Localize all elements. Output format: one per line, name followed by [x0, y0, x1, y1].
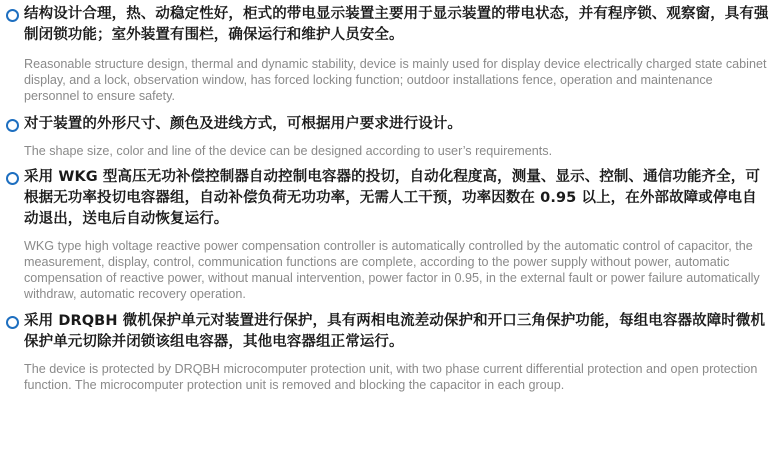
feature-zh-text: 采用 DRQBH 微机保护单元对装置进行保护，具有两相电流差动保护和开口三角保护功能，每组电容器故障时微机保护单元切除并闭锁该组电容器，其他电容器组正常运行。: [24, 312, 766, 350]
feature-zh-text: 结构设计合理，热、动稳定性好，柜式的带电显示装置主要用于显示装置的带电状态，并有程序锁、观察窗，具有强制闭锁功能；室外装置有围栏，确保运行和维护人员安全。: [24, 6, 769, 43]
feature-zh-text: 采用 WKG 型高压无功补偿控制器自动控制电容器的投切，自动化程度高，测量、显示、控制、通信功能齐全，可根据无功率投切电容器组，自动补偿负荷无功功率，无需人工干预，功率因数在 0.95 以上，在外部故障或停电自动退出，送电后自动恢复运行。: [24, 168, 760, 227]
ring-bullet-icon: [6, 119, 19, 132]
ring-bullet-icon: [6, 9, 19, 22]
feature-en-text: The shape size, color and line of the device can be designed according to user’s requirements.: [24, 143, 553, 158]
ring-bullet-icon: [6, 316, 19, 329]
feature-en-text: WKG type high voltage reactive power compensation controller is automatically controlled by the automatic control of capacitor, the measurement, display, control, communication functions are complete, according to the power supply without power, automatic compensation of reactive power, without manual intervention, power factor in 0.95, in the external fault or power failure automatically withdraw, automatic recovery operation.: [24, 238, 760, 302]
ring-bullet-icon: [6, 172, 19, 185]
feature-item-structure: [6, 4, 771, 105]
feature-item-wkg-controller: [6, 167, 771, 303]
feature-en-text: The device is protected by DRQBH microcomputer protection unit, with two phase current differential protection and open protection function. The microcomputer protection unit is removed and blocking the capacitor in each group.: [24, 361, 758, 392]
feature-en-text: Reasonable structure design, thermal and dynamic stability, device is mainly used for display device electrically charged state cabinet display, and a lock, observation window, has forced locking function; outdoor installations fence, operation and maintenance personnel to ensure safety.: [24, 57, 767, 104]
feature-item-drqbh-protection: [6, 311, 771, 393]
feature-item-custom-design: [6, 114, 771, 159]
feature-zh-text: 对于装置的外形尺寸、颜色及进线方式，可根据用户要求进行设计。: [24, 115, 462, 132]
